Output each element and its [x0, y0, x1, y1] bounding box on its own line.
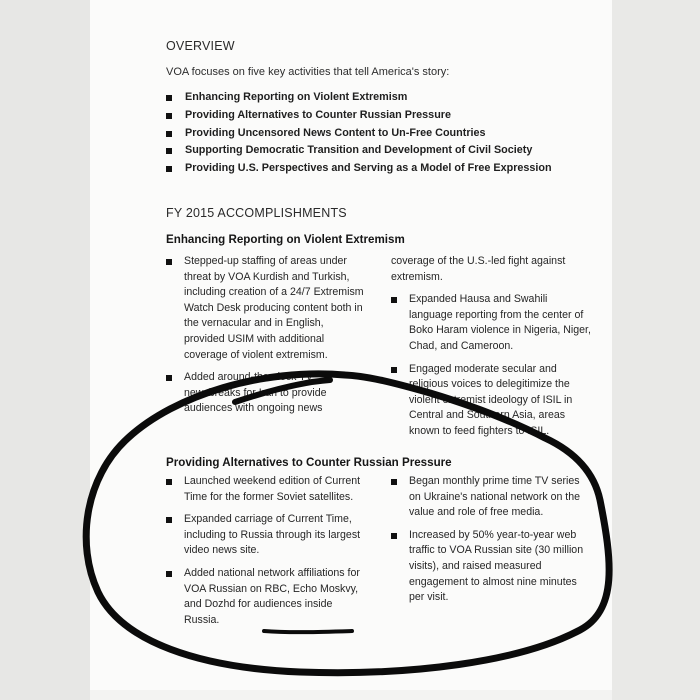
list-item: Began monthly prime time TV series on Ukraine's national network on the value and role of free media.	[391, 474, 591, 521]
key-activities-list	[166, 91, 606, 180]
bullet-icon	[166, 517, 172, 523]
list-item: Increased by 50% year-to-year web traffic to VOA Russian site (30 million visits), and raised measured engagement to almost nine minutes per visit.	[391, 528, 591, 606]
bullet-icon	[166, 375, 172, 381]
list-item: Engaged moderate secular and religious voices to delegitimize the violent extremist ideology of ISIL in Central and Southern Asia, areas known to feed fighters to ISIL.	[391, 362, 591, 440]
bullet-icon	[391, 533, 397, 539]
bullet-icon	[166, 571, 172, 577]
list-item: Enhancing Reporting on Violent Extremism	[166, 91, 606, 109]
accomplishments-heading: FY 2015 ACCOMPLISHMENTS	[166, 206, 347, 220]
list-item: Providing Uncensored News Content to Un-Free Countries	[166, 127, 606, 145]
list-item: Providing U.S. Perspectives and Serving as a Model of Free Expression	[166, 162, 606, 180]
list-item: Expanded carriage of Current Time, including to Russia through its largest video news site.	[166, 512, 366, 559]
bullet-icon	[166, 166, 172, 172]
document-page	[90, 0, 612, 700]
extremism-right-column	[391, 254, 591, 447]
overview-heading: OVERVIEW	[166, 39, 235, 53]
bullet-icon	[166, 113, 172, 119]
russia-subheading: Providing Alternatives to Counter Russian Pressure	[166, 456, 452, 469]
bullet-icon	[166, 148, 172, 154]
right-background	[612, 0, 700, 700]
list-item: Expanded Hausa and Swahili language reporting from the center of Boko Haram violence in Nigeria, Niger, Chad, and Cameroon.	[391, 292, 591, 354]
bullet-icon	[166, 95, 172, 101]
list-item-continuation: coverage of the U.S.-led fight against extremism.	[391, 255, 566, 283]
list-item: Added around-the-clock TV newsbreaks for Iran to provide audiences with ongoing news	[166, 370, 366, 417]
bullet-icon	[391, 367, 397, 373]
russia-left-column	[166, 474, 366, 635]
list-item: Stepped-up staffing of areas under threat by VOA Kurdish and Turkish, including creation of a 24/7 Extremism Watch Desk producing content both in the vernacular and in English, provided USIM with additional coverage of violent extremism.	[166, 254, 366, 363]
russia-right-column	[391, 474, 591, 613]
list-item: Supporting Democratic Transition and Development of Civil Society	[166, 144, 606, 162]
bullet-icon	[391, 297, 397, 303]
bullet-icon	[166, 479, 172, 485]
bullet-icon	[391, 479, 397, 485]
bullet-icon	[166, 131, 172, 137]
left-background	[0, 0, 90, 700]
page-bottom-edge	[90, 690, 612, 700]
list-item: Providing Alternatives to Counter Russian Pressure	[166, 109, 606, 127]
list-item: Added national network affiliations for VOA Russian on RBC, Echo Moskvy, and Dozhd for audiences inside Russia.	[166, 566, 366, 628]
bullet-icon	[166, 259, 172, 265]
extremism-left-column	[166, 254, 366, 424]
overview-intro: VOA focuses on five key activities that tell America's story:	[166, 66, 450, 78]
list-item: Launched weekend edition of Current Time for the former Soviet satellites.	[166, 474, 366, 505]
extremism-subheading: Enhancing Reporting on Violent Extremism	[166, 233, 405, 246]
